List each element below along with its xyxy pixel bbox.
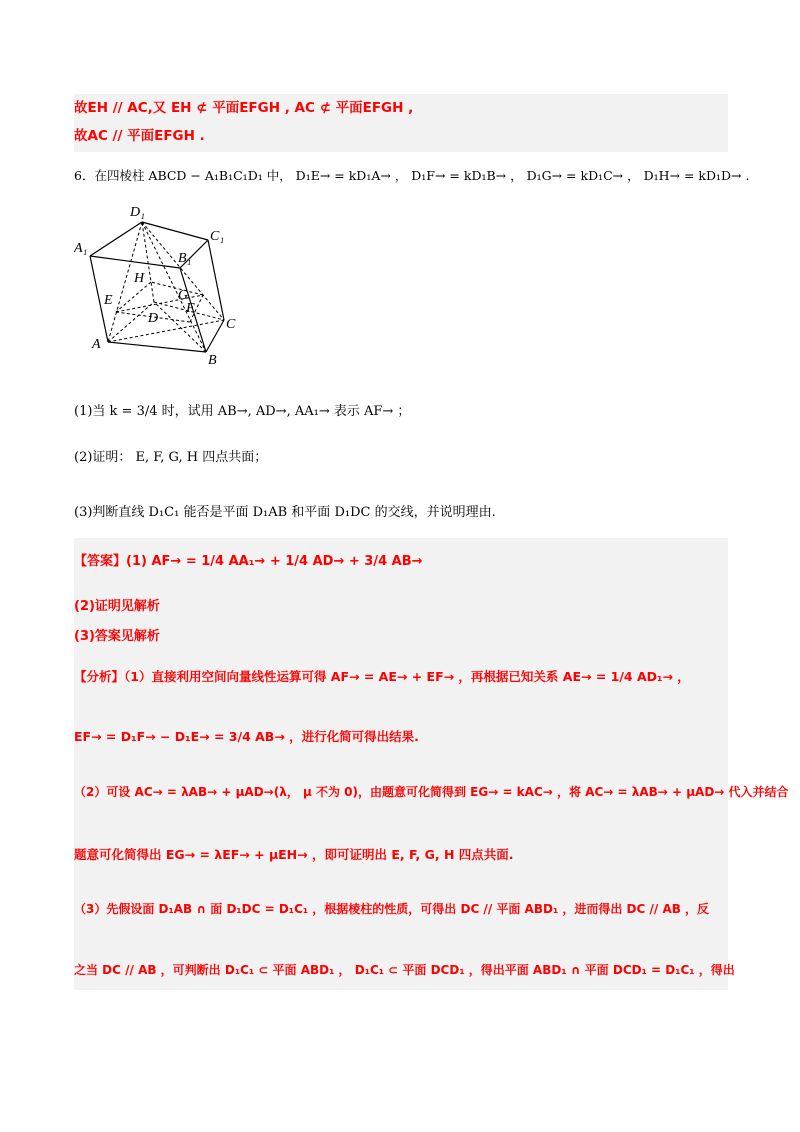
answer-1: 【答案】(1) AF→ = 1/4 AA₁→ + 1/4 AD→ + 3/4 AB→ <box>74 554 423 569</box>
label-D1: D₁ <box>130 205 145 220</box>
analysis-line-5: （3）先假设面 D₁AB ∩ 面 D₁DC = D₁C₁ ，根据棱柱的性质，可得出 DC // 平面 ABD₁ ，进而得出 DC // AB ，反 <box>74 902 710 916</box>
answer-3: (3)答案见解析 <box>74 629 160 644</box>
label-F: F <box>186 301 195 316</box>
analysis-line-2: EF→ = D₁F→ − D₁E→ = 3/4 AB→ ，进行化简可得出结果. <box>74 729 419 744</box>
label-D: D <box>148 311 159 326</box>
label-A: A <box>92 337 101 352</box>
label-C: C <box>226 317 236 332</box>
answer-2: (2)证明见解析 <box>74 599 160 614</box>
edge-A1-B1 <box>90 256 180 268</box>
edge-D1-C1 <box>142 222 208 240</box>
label-E: E <box>104 293 113 308</box>
solution-line-2: 故AC // 平面EFGH . <box>74 128 205 144</box>
label-B1: B₁ <box>178 251 192 266</box>
prism-figure <box>74 200 254 370</box>
analysis-line-3: （2）可设 AC→ = λAB→ + μAD→(λ， μ 不为 0)，由题意可化简得到 EG→ = kAC→ ，将 AC→ = λAB→ + μAD→ 代入并结合 <box>74 785 789 799</box>
edge-A-C <box>108 320 224 342</box>
edge-A-B <box>108 342 206 352</box>
question-1: (1)当 k = 3/4 时，试用 AB→, AD→, AA₁→ 表示 AF→ ； <box>74 404 411 419</box>
label-G: G <box>178 288 189 303</box>
label-H: H <box>134 271 145 286</box>
label-A1: A₁ <box>74 241 88 256</box>
analysis-line-6: 之当 DC // AB ，可判断出 D₁C₁ ⊂ 平面 ABD₁ ， D₁C₁ ⊂ 平面 DCD₁ ，得出平面 ABD₁ ∩ 平面 DCD₁ = D₁C₁ ，得出 <box>74 963 735 977</box>
answer-band <box>74 538 728 990</box>
analysis-line-4: 题意可化简得出 EG→ = λEF→ + μEH→ ，即可证明出 E, F, G, H 四点共面. <box>74 847 514 862</box>
edge-B-C <box>206 320 224 352</box>
problem-stem: 6．在四棱柱 ABCD − A₁B₁C₁D₁ 中， D₁E→ = kD₁A→ ， D₁F→ = kD₁B→ ， D₁G→ = kD₁C→ ， D₁H→ = kD₁D→ . <box>74 168 750 183</box>
question-2: (2)证明： E, F, G, H 四点共面； <box>74 450 268 465</box>
question-3: (3)判断直线 D₁C₁ 能否是平面 D₁AB 和平面 D₁DC 的交线，并说明理由. <box>74 505 496 520</box>
edge-C-C1 <box>208 240 224 320</box>
analysis-line-1: 【分析】（1）直接利用空间向量线性运算可得 AF→ = AE→ + EF→ ，再根据已知关系 AE→ = 1/4 AD₁→ ， <box>74 669 690 684</box>
label-B: B <box>208 353 217 368</box>
solution-line-1: 故EH // AC,又 EH ⊄ 平面EFGH , AC ⊄ 平面EFGH , <box>74 100 414 116</box>
label-C1: C₁ <box>210 229 225 244</box>
